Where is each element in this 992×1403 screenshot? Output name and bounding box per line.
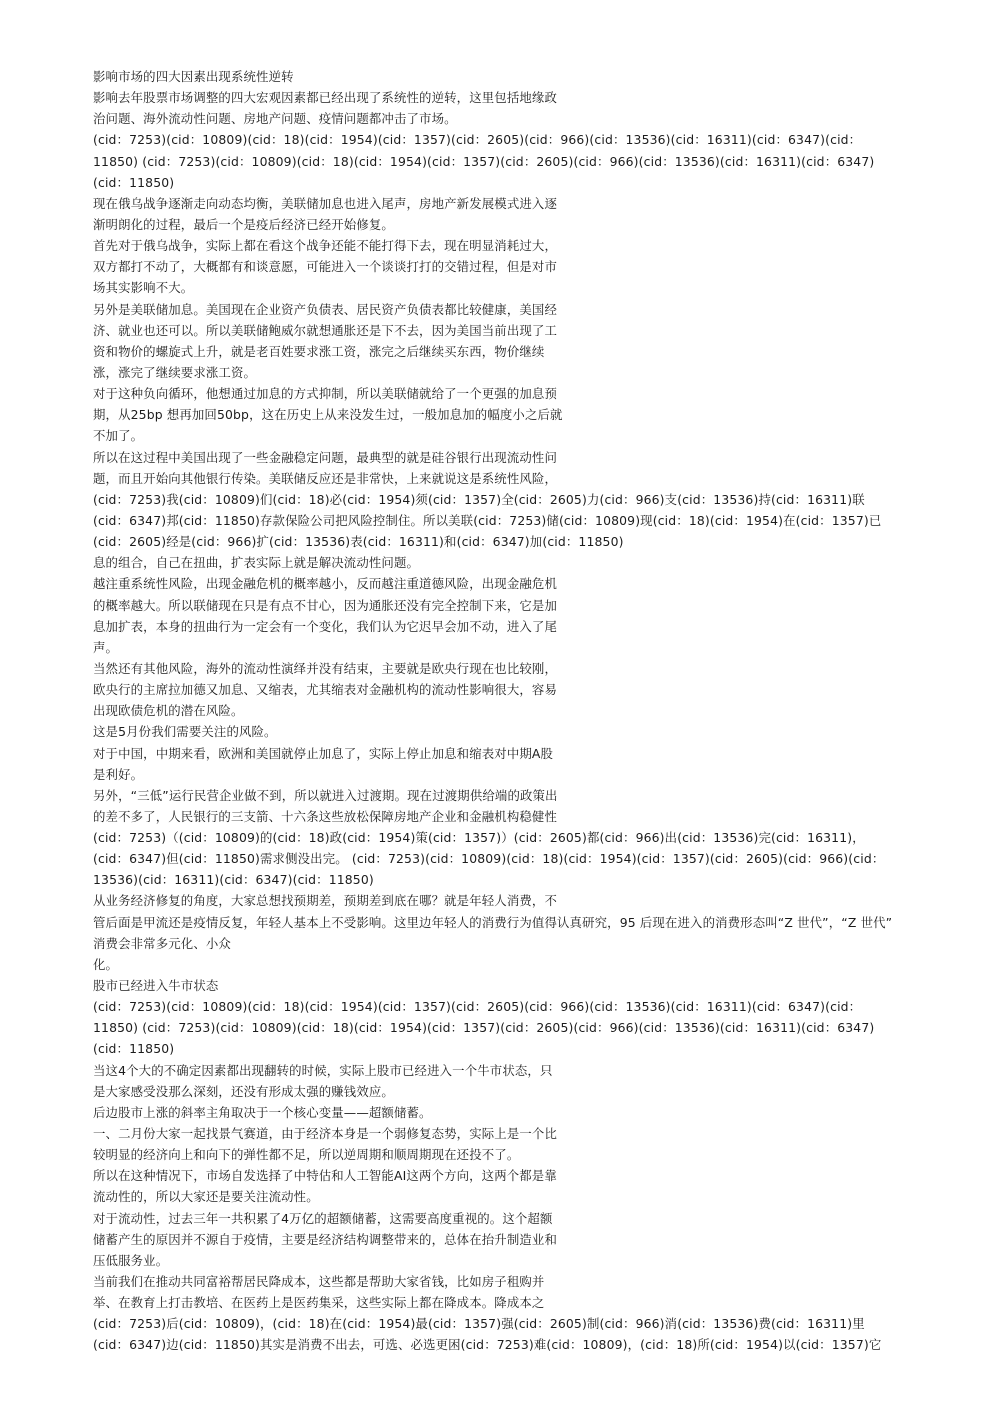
text-line: 期，从25bp 想再加回50bp，这在历史上从来没发生过，一般加息加的幅度小之后就 [93,407,563,423]
text-line: 越注重系统性风险，出现金融危机的概率越小，反而越注重道德风险，出现金融危机 [93,576,558,592]
text-line: 压低服务业。 [93,1252,169,1268]
text-line: 对于中国，中期来看，欧洲和美国就停止加息了，实际上停止加息和缩表对中期A股 [93,745,554,761]
text-line: 现在俄乌战争逐渐走向动态均衡，美联储加息也进入尾声，房地产新发展模式进入逐 [93,195,558,211]
text-line: 另外是美联储加息。美国现在企业资产负债表、居民资产负债表都比较健康，美国经 [93,301,558,317]
text-line: (cid：2605)经是(cid：966)扩(cid：13536)表(cid：16311)和(cid：6347)加(cid：11850) [93,534,624,550]
text-line: 所以在这种情况下，市场自发选择了中特估和人工智能AI这两个方向，这两个都是靠 [93,1168,557,1184]
text-line: 是利好。 [93,766,144,782]
text-line: 声。 [93,639,119,655]
text-line: 管后面是甲流还是疫情反复，年轻人基本上不受影响。这里边年轻人的消费行为值得认真研究，95 后现在进入的消费形态叫“Z 世代”，“Z 世代” [93,914,893,930]
text-line: 后边股市上涨的斜率主角取决于一个核心变量——超额储蓄。 [93,1104,432,1120]
text-line: 消费会非常多元化、小众 [93,935,231,951]
text-line: 场其实影响不大。 [93,280,194,296]
text-line: 储蓄产生的原因并不源自于疫情，主要是经济结构调整带来的，总体在抬升制造业和 [93,1231,558,1247]
text-line: (cid：7253)(cid：10809)(cid：18)(cid：1954)(cid：1357)(cid：2605)(cid：966)(cid：13536)(cid：16311)(cid：6347)(cid： [93,132,862,148]
text-line: 治问题、海外流动性问题、房地产问题、疫情问题都冲击了市场。 [93,111,457,127]
text-line: (cid：7253)(cid：10809)(cid：18)(cid：1954)(cid：1357)(cid：2605)(cid：966)(cid：13536)(cid：16311)(cid：6347)(cid： [93,999,862,1015]
text-line: 对于流动性，过去三年一共积累了4万亿的超额储蓄，这需要高度重视的。这个超额 [93,1210,553,1226]
text-line: 欧央行的主席拉加德又加息、又缩表，尤其缩表对金融机构的流动性影响很大，容易 [93,682,558,698]
text-line: 举、在教育上打击教培、在医药上是医药集采，这些实际上都在降成本。降成本之 [93,1295,545,1311]
section-heading: 影响市场的四大因素出现系统性逆转 [93,69,294,84]
document-body [93,66,943,1356]
text-line: 息的组合，自己在扭曲，扩表实际上就是解决流动性问题。 [93,555,420,571]
text-line: (cid：6347)邦(cid：11850)存款保险公司把风险控制住。所以美联(cid：7253)储(cid：10809)现(cid：18)(cid：1954)在(cid：1357)已 [93,512,882,528]
text-line: 题，而且开始向其他银行传染。美联储反应还是非常快，上来就说这是系统性风险， [93,470,558,486]
text-line: 13536)(cid：16311)(cid：6347)(cid：11850) [93,872,374,888]
text-line: 所以在这过程中美国出现了一些金融稳定问题，最典型的就是硅谷银行出现流动性问 [93,449,558,465]
text-line: (cid：7253)（(cid：10809)的(cid：18)政(cid：1954)策(cid：1357)）(cid：2605)都(cid：966)出(cid：13536)完(cid：16311)， [93,830,865,846]
text-line: 流动性的，所以大家还是要关注流动性。 [93,1189,319,1205]
text-line: (cid：7253)我(cid：10809)们(cid：18)必(cid：1954)须(cid：1357)全(cid：2605)力(cid：966)支(cid：13536)持(cid：16311)联 [93,491,865,507]
text-line: 从业务经济修复的角度，大家总想找预期差，预期差到底在哪？就是年轻人消费，不 [93,893,558,909]
text-line: 是大家感受没那么深刻，还没有形成太强的赚钱效应。 [93,1083,394,1099]
text-line: 当这4个大的不确定因素都出现翻转的时候，实际上股市已经进入一个牛市状态，只 [93,1062,553,1078]
text-line: 股市已经进入牛市状态 [93,978,219,994]
text-line: (cid：11850) [93,1041,175,1057]
text-line: 一、二月份大家一起找景气赛道，由于经济本身是一个弱修复态势，实际上是一个比 [93,1126,558,1142]
text-line: 另外，“三低”运行民营企业做不到，所以就进入过渡期。现在过渡期供给端的政策出 [93,787,558,803]
text-line: (cid：11850) [93,174,175,190]
text-line: 当然还有其他风险，海外的流动性演绎并没有结束，主要就是欧央行现在也比较刚， [93,660,558,676]
text-line: 较明显的经济向上和向下的弹性都不足，所以逆周期和顺周期现在还投不了。 [93,1147,520,1163]
text-line: (cid：7253)后(cid：10809)，(cid：18)在(cid：1954)最(cid：1357)强(cid：2605)制(cid：966)消(cid：13536)费(cid：16311)里 [93,1316,865,1332]
text-line: 资和物价的螺旋式上升，就是老百姓要求涨工资，涨完之后继续买东西，物价继续 [93,343,545,359]
text-line: 11850) (cid：7253)(cid：10809)(cid：18)(cid：1954)(cid：1357)(cid：2605)(cid：966)(cid：13536)(cid：16311)(cid：6347) [93,153,875,169]
section-heading: 化。 [93,956,119,972]
text-line: 11850) (cid：7253)(cid：10809)(cid：18)(cid：1954)(cid：1357)(cid：2605)(cid：966)(cid：13536)(cid：16311)(cid：6347) [93,1020,875,1036]
text-line: 济、就业也还可以。所以美联储鲍威尔就想通胀还是下不去，因为美国当前出现了工 [93,322,558,338]
text-line: 双方都打不动了，大概都有和谈意愿，可能进入一个谈谈打打的交错过程，但是对市 [93,259,558,275]
text-line: 的概率越大。所以联储现在只是有点不甘心，因为通胀还没有完全控制下来，它是加 [93,597,558,613]
text-line: 的差不多了，人民银行的三支箭、十六条这些放松保障房地产企业和金融机构稳健性 [93,808,558,824]
text-line: 渐明朗化的过程，最后一个是疫后经济已经开始修复。 [93,216,394,232]
text-line: 当前我们在推动共同富裕帮居民降成本，这些都是帮助大家省钱，比如房子租购并 [93,1274,545,1290]
text-line: 对于这种负向循环，他想通过加息的方式抑制，所以美联储就给了一个更强的加息预 [93,386,558,402]
text-line: 不加了。 [93,428,144,444]
text-line: 首先对于俄乌战争，实际上都在看这个战争还能不能打得下去，现在明显消耗过大， [93,238,558,254]
text-line: 息加扩表，本身的扭曲行为一定会有一个变化，我们认为它迟早会加不动，进入了尾 [93,618,558,634]
text-line: 影响去年股票市场调整的四大宏观因素都已经出现了系统性的逆转，这里包括地缘政 [93,90,558,106]
text-line: 涨，涨完了继续要求涨工资。 [93,364,257,380]
text-line: 出现欧债危机的潜在风险。 [93,703,244,719]
text-line: (cid：6347)边(cid：11850)其实是消费不出去，可选、必选更困(cid：7253)难(cid：10809)，(cid：18)所(cid：1954)以(cid：1357)它 [93,1337,882,1353]
text-line: 这是5月份我们需要关注的风险。 [93,724,277,740]
text-line: (cid：6347)但(cid：11850)需求侧没出完。 (cid：7253)(cid：10809)(cid：18)(cid：1954)(cid：1357)(cid：2605)(cid：966)(cid： [93,851,885,867]
